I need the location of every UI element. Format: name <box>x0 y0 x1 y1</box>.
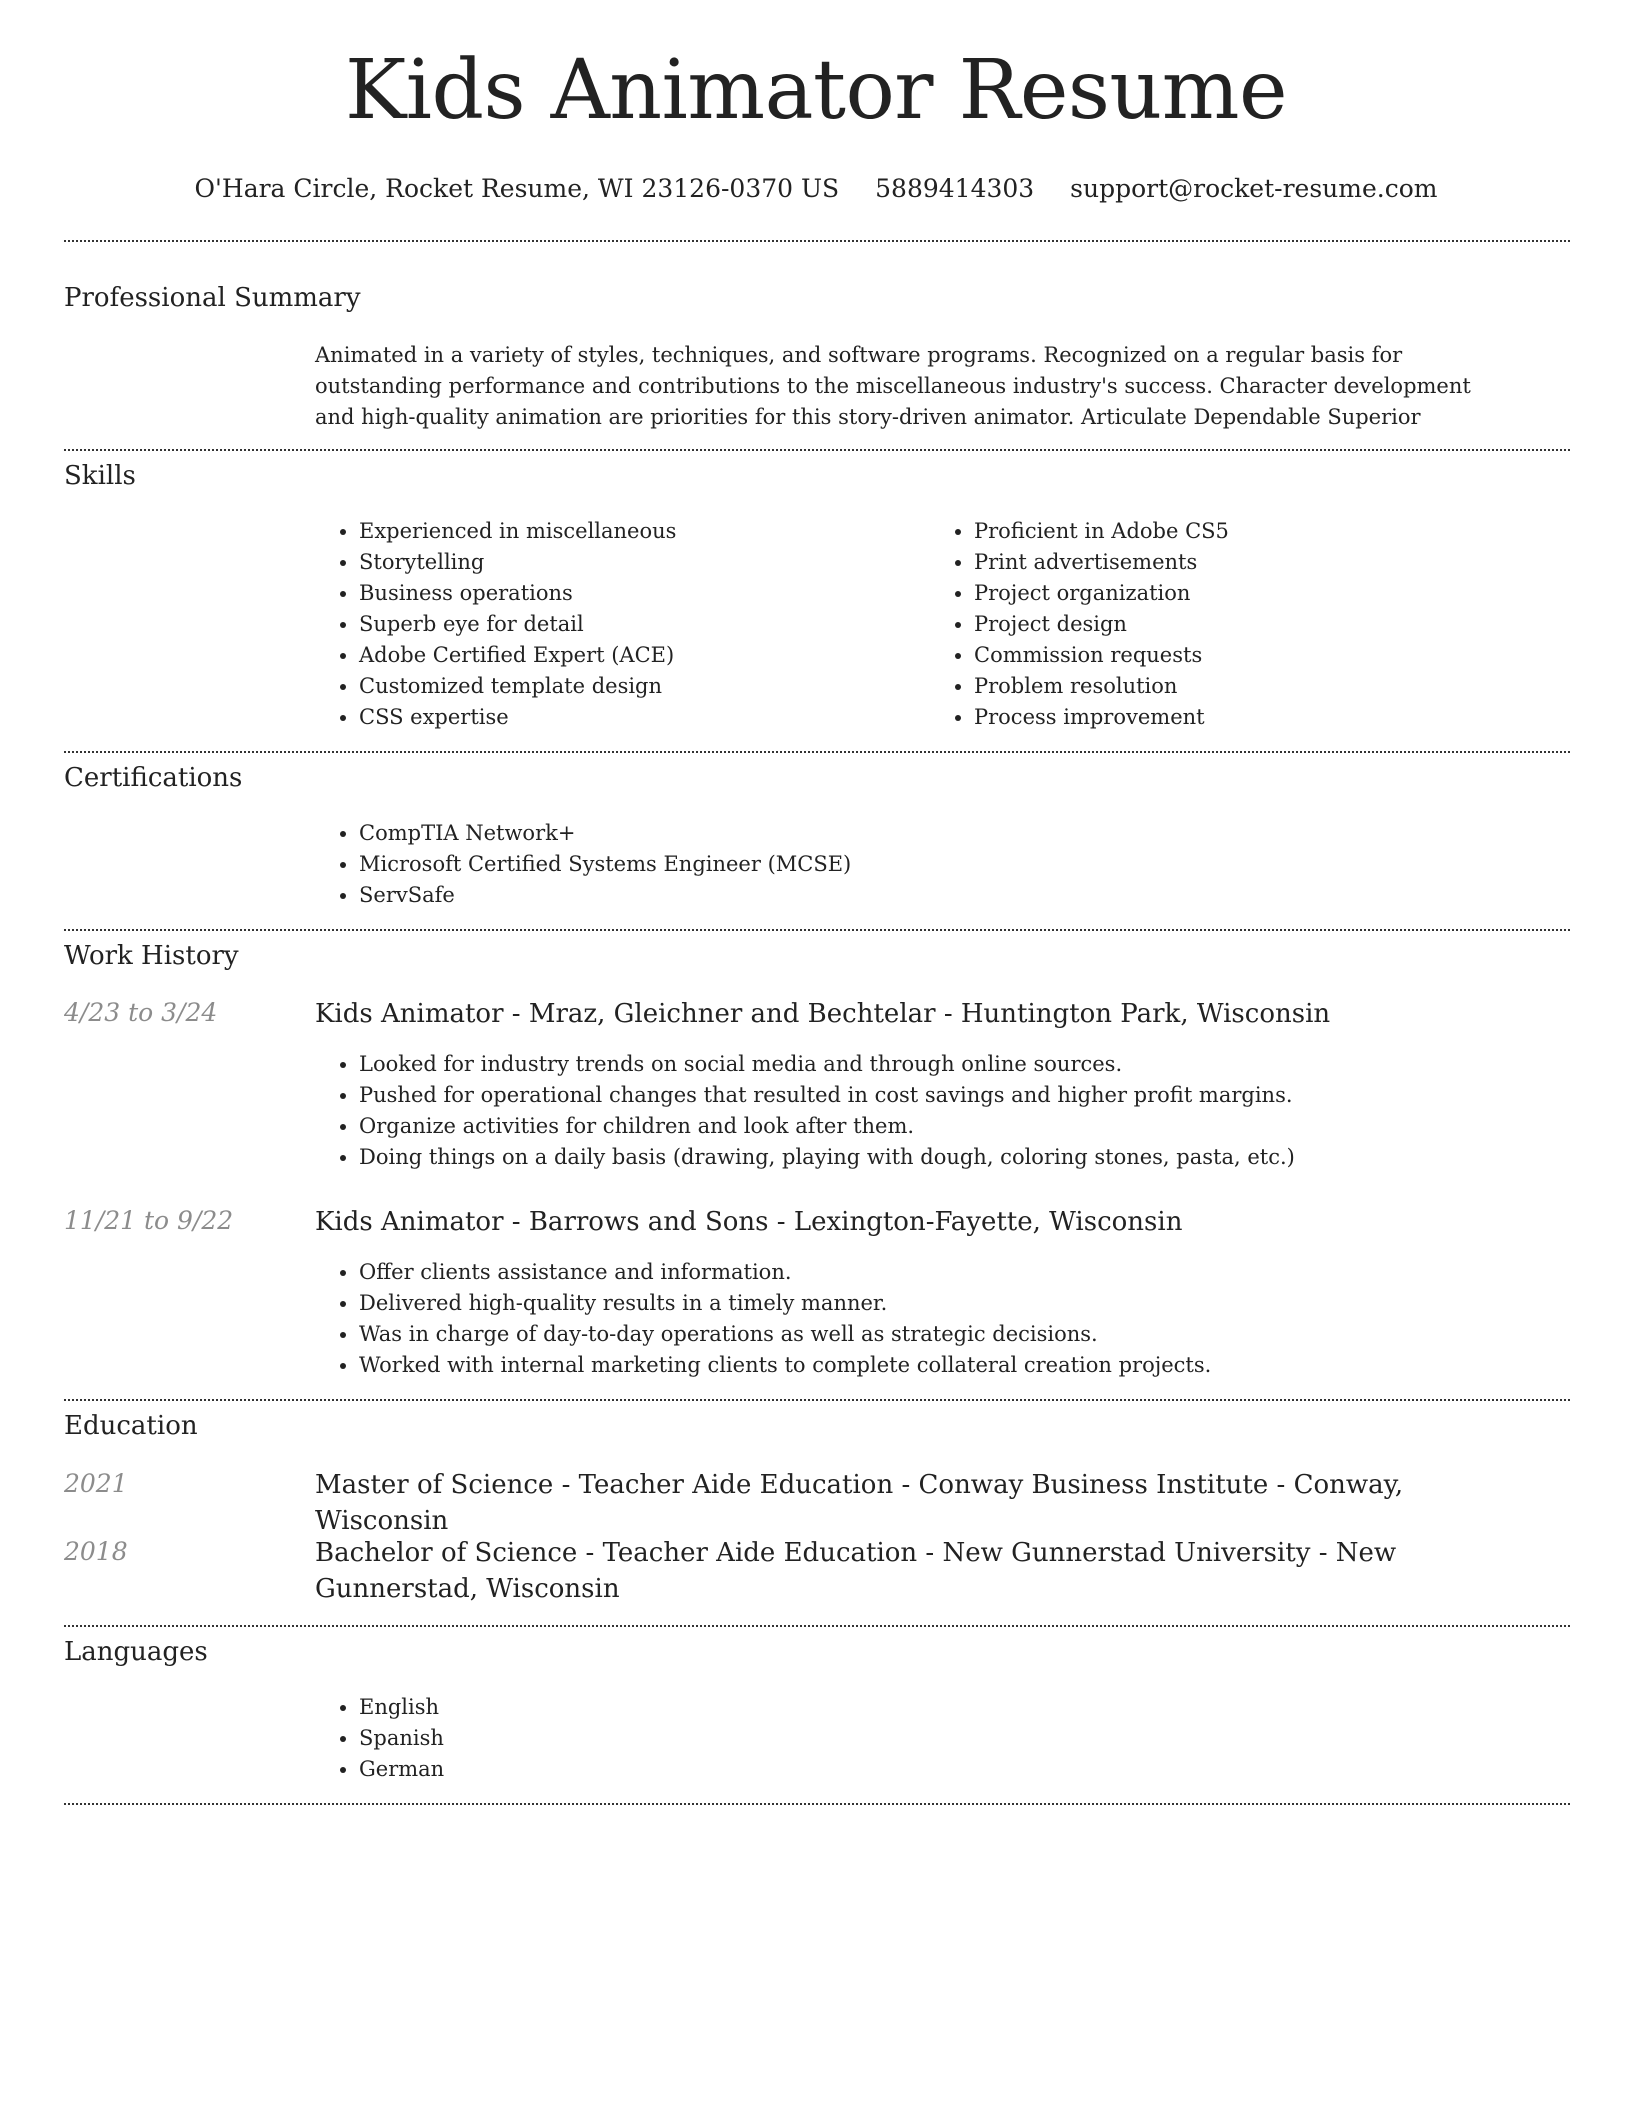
list-item: • Storytelling <box>359 547 919 578</box>
job-dates: 11/21 to 9/22 <box>64 1206 234 1235</box>
contact-line <box>0 174 1632 203</box>
list-item: • Worked with internal marketing clients to complete collateral creation projects. <box>359 1350 1559 1381</box>
education-degree: Master of Science - Teacher Aide Education <box>315 1470 894 1500</box>
education-year: 2018 <box>64 1537 128 1566</box>
job-role: Kids Animator <box>315 999 504 1029</box>
education-entry <box>315 1467 1515 1539</box>
list-item: • Proficient in Adobe CS5 <box>974 516 1534 547</box>
job-details: - Barrows and Sons - Lexington-Fayette, Wisconsin <box>503 1207 1183 1237</box>
list-item: • Organize activities for children and look after them. <box>359 1111 1559 1142</box>
education-year: 2021 <box>64 1469 128 1498</box>
skills-list-left <box>315 516 919 733</box>
list-item: • Spanish <box>359 1723 1159 1754</box>
list-item: • English <box>359 1692 1159 1723</box>
skills-list-right <box>930 516 1534 733</box>
list-item: • Commission requests <box>974 640 1534 671</box>
list-item: • Pushed for operational changes that resulted in cost savings and higher profit margins. <box>359 1080 1559 1111</box>
list-item: • Was in charge of day-to-day operations as well as strategic decisions. <box>359 1319 1559 1350</box>
list-item: • Looked for industry trends on social media and through online sources. <box>359 1049 1559 1080</box>
job-role: Kids Animator <box>315 1207 504 1237</box>
list-item: • Problem resolution <box>974 671 1534 702</box>
job-bullets <box>315 1257 1559 1381</box>
section-divider <box>64 1399 1570 1401</box>
list-item: • Delivered high-quality results in a timely manner. <box>359 1288 1559 1319</box>
contact-address: O'Hara Circle, Rocket Resume, WI 23126-0370 US <box>194 174 840 203</box>
list-item: • Project organization <box>974 578 1534 609</box>
list-item: • Project design <box>974 609 1534 640</box>
job-dates: 4/23 to 3/24 <box>64 998 218 1027</box>
section-divider <box>64 1625 1570 1627</box>
certifications-list <box>315 818 1459 911</box>
list-item: • Doing things on a daily basis (drawing, playing with dough, coloring stones, pasta, etc.) <box>359 1142 1559 1173</box>
list-item: • Customized template design <box>359 671 919 702</box>
languages-list <box>315 1692 1159 1785</box>
education-entry <box>315 1535 1505 1607</box>
education-details: - Conway Business Institute - Conway, Wisconsin <box>315 1470 1404 1536</box>
section-divider <box>64 240 1570 242</box>
section-title-summary: Professional Summary <box>64 283 361 313</box>
list-item: • Experienced in miscellaneous <box>359 516 919 547</box>
list-item: • Business operations <box>359 578 919 609</box>
list-item: • Process improvement <box>974 702 1534 733</box>
job-heading <box>315 1204 1515 1240</box>
list-item: • Microsoft Certified Systems Engineer (MCSE) <box>359 849 1459 880</box>
section-divider <box>64 929 1570 931</box>
section-title-education: Education <box>64 1411 198 1441</box>
job-details: - Mraz, Gleichner and Bechtelar - Huntington Park, Wisconsin <box>503 999 1331 1029</box>
job-bullets <box>315 1049 1559 1173</box>
contact-phone: 5889414303 <box>875 174 1035 203</box>
list-item: • CSS expertise <box>359 702 919 733</box>
list-item: • Superb eye for detail <box>359 609 919 640</box>
resume-header <box>0 0 1632 203</box>
list-item: • Print advertisements <box>974 547 1534 578</box>
list-item: • Adobe Certified Expert (ACE) <box>359 640 919 671</box>
education-details: - New Gunnerstad University - New Gunnerstad, Wisconsin <box>315 1538 1397 1604</box>
list-item: • Offer clients assistance and information. <box>359 1257 1559 1288</box>
section-divider <box>64 1803 1570 1805</box>
list-item: • ServSafe <box>359 880 1459 911</box>
list-item: • German <box>359 1754 1159 1785</box>
section-title-certifications: Certifications <box>64 763 243 793</box>
job-heading <box>315 996 1515 1032</box>
contact-email: support@rocket-resume.com <box>1070 174 1438 203</box>
section-divider <box>64 449 1570 451</box>
section-title-languages: Languages <box>64 1637 208 1667</box>
list-item: • CompTIA Network+ <box>359 818 1459 849</box>
page-title: Kids Animator Resume <box>344 43 1288 138</box>
section-title-work-history: Work History <box>64 941 239 971</box>
summary-text: Animated in a variety of styles, techniques, and software programs. Recognized on a regular basis for outstanding performance and contributions to the miscellaneous industry's success. Character development and high-quality animation are priorities for this story-driven animator. Articulate Dependable Superior <box>315 343 1471 429</box>
education-degree: Bachelor of Science - Teacher Aide Education <box>315 1538 918 1568</box>
section-divider <box>64 751 1570 753</box>
section-title-skills: Skills <box>64 461 136 491</box>
